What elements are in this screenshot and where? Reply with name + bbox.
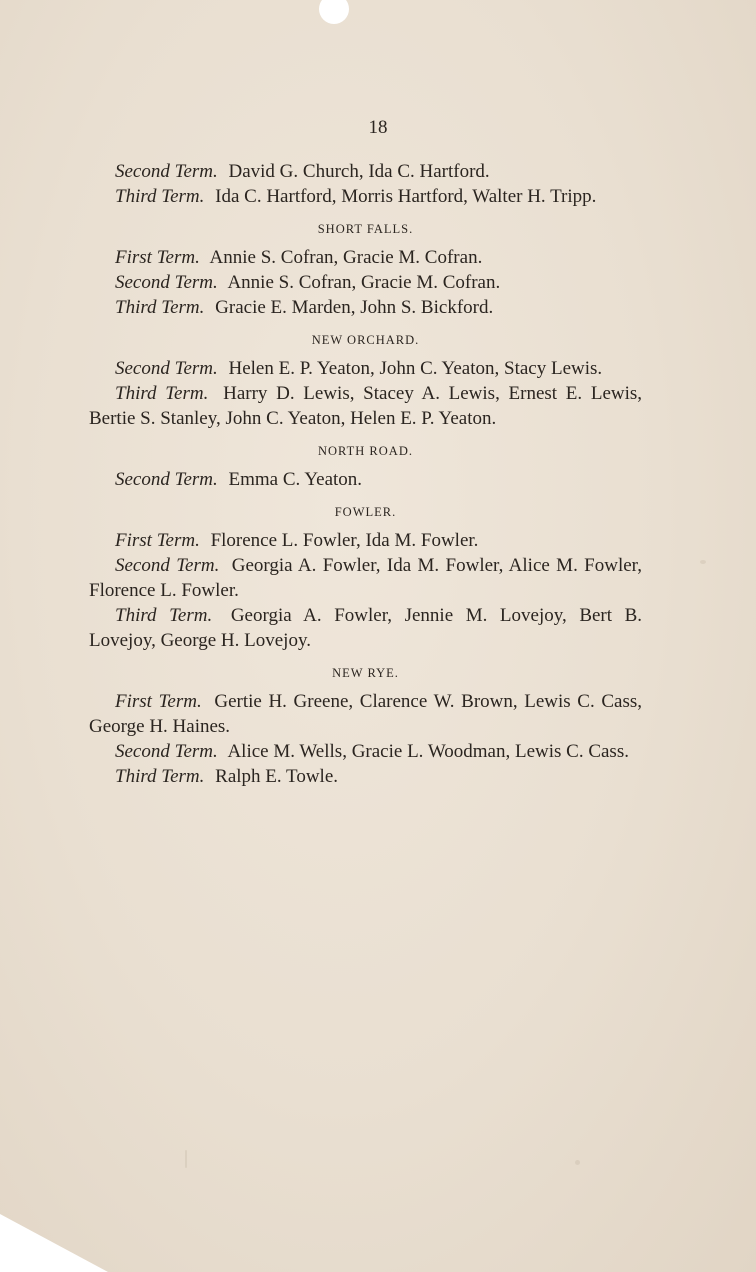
student-names: David G. Church, Ida C. Hartford. (228, 161, 490, 182)
term-entry (89, 184, 642, 209)
term-label: First Term. (115, 247, 200, 268)
term-label: Third Term. (115, 766, 205, 787)
term-entry (89, 270, 642, 295)
term-label: Second Term. (115, 555, 220, 576)
term-entry (89, 356, 642, 381)
paper-speck (575, 1160, 580, 1165)
term-entry (89, 245, 642, 270)
term-entry (89, 739, 642, 764)
term-label: Second Term. (115, 272, 218, 293)
student-names: Ida C. Hartford, Morris Hartford, Walter H. Tripp. (215, 186, 597, 207)
district-heading: FOWLER. (334, 505, 397, 519)
student-names: Georgia A. Fowler, Ida M. Fowler, Alice M. Fowler, Florence L. Fowler. (89, 555, 643, 601)
term-entry (89, 553, 642, 603)
student-names: Alice M. Wells, Gracie L. Woodman, Lewis C. Cass. (227, 741, 629, 762)
student-names: Emma C. Yeaton. (228, 469, 363, 490)
term-entry (89, 467, 642, 492)
student-names: Florence L. Fowler, Ida M. Fowler. (210, 530, 479, 551)
term-entry (89, 764, 642, 789)
term-label: Second Term. (115, 469, 218, 490)
term-entry (89, 295, 642, 320)
district-heading: NORTH ROAD. (318, 444, 413, 458)
term-label: First Term. (115, 530, 200, 551)
term-label: Third Term. (115, 297, 205, 318)
student-names: Gertie H. Greene, Clarence W. Brown, Lewis C. Cass, George H. Haines. (89, 691, 643, 737)
student-names: Annie S. Cofran, Gracie M. Cofran. (227, 272, 501, 293)
term-entry (89, 689, 642, 739)
student-names: Gracie E. Marden, John S. Bickford. (215, 297, 494, 318)
district-heading: NEW RYE. (332, 666, 399, 680)
torn-corner (0, 1214, 108, 1272)
district-heading: SHORT FALLS. (317, 222, 414, 236)
district-heading: NEW ORCHARD. (311, 333, 420, 347)
term-entry (89, 528, 642, 553)
punch-hole (319, 0, 349, 24)
term-label: Second Term. (115, 358, 218, 379)
term-entry (89, 159, 642, 184)
paper-mark (185, 1150, 187, 1168)
term-label: First Term. (115, 691, 202, 712)
term-entry (89, 603, 642, 653)
term-label: Second Term. (115, 741, 218, 762)
term-label: Third Term. (115, 186, 205, 207)
term-entry (89, 381, 642, 431)
page-number: 18 (368, 117, 388, 138)
student-names: Georgia A. Fowler, Jennie M. Lovejoy, Bert B. Lovejoy, George H. Lovejoy. (89, 605, 643, 651)
term-label: Third Term. (115, 383, 209, 404)
term-label: Third Term. (115, 605, 213, 626)
student-names: Annie S. Cofran, Gracie M. Cofran. (209, 247, 483, 268)
student-names: Ralph E. Towle. (215, 766, 339, 787)
student-names: Harry D. Lewis, Stacey A. Lewis, Ernest E. Lewis, Bertie S. Stanley, John C. Yeaton, Helen E. P. Yeaton. (89, 383, 643, 429)
term-label: Second Term. (115, 161, 218, 182)
paper-speck (700, 560, 706, 564)
student-names: Helen E. P. Yeaton, John C. Yeaton, Stacy Lewis. (228, 358, 603, 379)
honor-roll-list (89, 159, 642, 789)
